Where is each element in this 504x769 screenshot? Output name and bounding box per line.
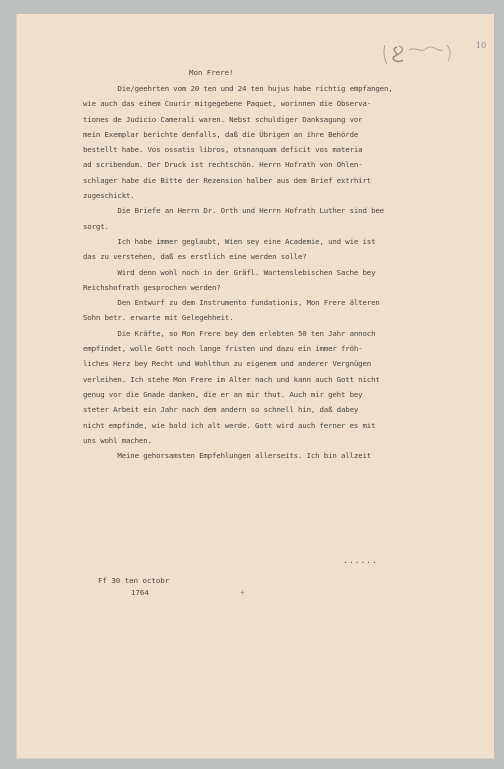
letter-line: sorgt. xyxy=(83,221,109,231)
letter-line: ad scribendum. Der Druck ist rechtschön. Herrn Hofrath von Ohlen- xyxy=(83,160,363,170)
letter-line: tiones de Judicio Camerali waren. Nebst schuldiger Danksagung vor xyxy=(83,114,363,124)
letter-line: nicht empfinde, wie bald ich alt werde. Gott wird auch ferner es mit xyxy=(83,420,376,430)
letter-line: schlager habe die Bitte der Rezension halber aus dem Brief extrhirt xyxy=(83,175,372,185)
place-date: Ff 30 ten octobr xyxy=(98,576,170,585)
letter-line: Meine gehorsamsten Empfehlungen allerseits. Ich bin allzeit xyxy=(83,451,372,461)
letter-line: Die/geehrten vom 20 ten und 24 ten hujus habe richtig empfangen, xyxy=(83,84,393,93)
year: 1764 xyxy=(131,588,149,597)
letter-line: Reichshofrath gesprochen werden? xyxy=(83,282,221,292)
letter-line: Wird denn wohl noch in der Gräfl. Wartenslebischen Sache bey xyxy=(83,267,376,277)
letter-line: verleihen. Ich stehe Mon Frere im Alter nach und kann auch Gott nicht xyxy=(83,374,380,384)
letter-line: Ich habe immer geglaubt, Wien sey eine Academie, und wie ist xyxy=(83,236,376,246)
letter-body xyxy=(83,81,483,463)
folio-number: 10 xyxy=(476,41,487,50)
letter-line: empfindet, wolle Gott noch lange fristen und dazu ein immer fröh- xyxy=(83,344,363,354)
letter-line: liches Herz bey Recht und Wohlthun zu eigenem und anderer Vergnügen xyxy=(83,359,372,369)
letter-line: genug vor die Gnade danken, die er an mir thut. Auch mir geht bey xyxy=(83,389,363,399)
letter-line: uns wohl machen. xyxy=(83,435,152,445)
letter-line: zugeschickt. xyxy=(83,191,135,201)
letter-line: wie auch das eihem Courir mitgegebene Paquet, worinnen die Observa- xyxy=(83,99,372,109)
letter-line: Sohn betr. erwarte mit Gelegehheit. xyxy=(83,313,234,323)
cross-mark: + xyxy=(240,588,245,597)
closing-dots: ...... xyxy=(343,556,378,565)
pencil-annotation-icon xyxy=(381,42,459,72)
letter-line: mein Exemplar berichte denfalls, daß die Übrigen an ihre Behörde xyxy=(83,129,359,139)
salutation: Mon Frere! xyxy=(189,68,234,77)
letter-line: Den Entwurf zu dem Instrumento fundationis, Mon Frere älteren xyxy=(83,298,380,308)
letter-line: Die Briefe an Herrn Dr. Orth und Herrn Hofrath Luther sind bee xyxy=(83,206,384,216)
letter-line: Die Kräfte, so Mon Frere bey dem erlebten 50 ten Jahr annoch xyxy=(83,328,376,338)
letter-line: steter Arbeit ein Jahr nach dem andern so schnell hin, daß dabey xyxy=(83,405,359,415)
letter-line: das zu verstehen, daß es erstlich eine werden solle? xyxy=(83,252,307,262)
letter-line: bestellt habe. Vos ossatis libros, otsnanquam deficit vos materia xyxy=(83,145,363,155)
